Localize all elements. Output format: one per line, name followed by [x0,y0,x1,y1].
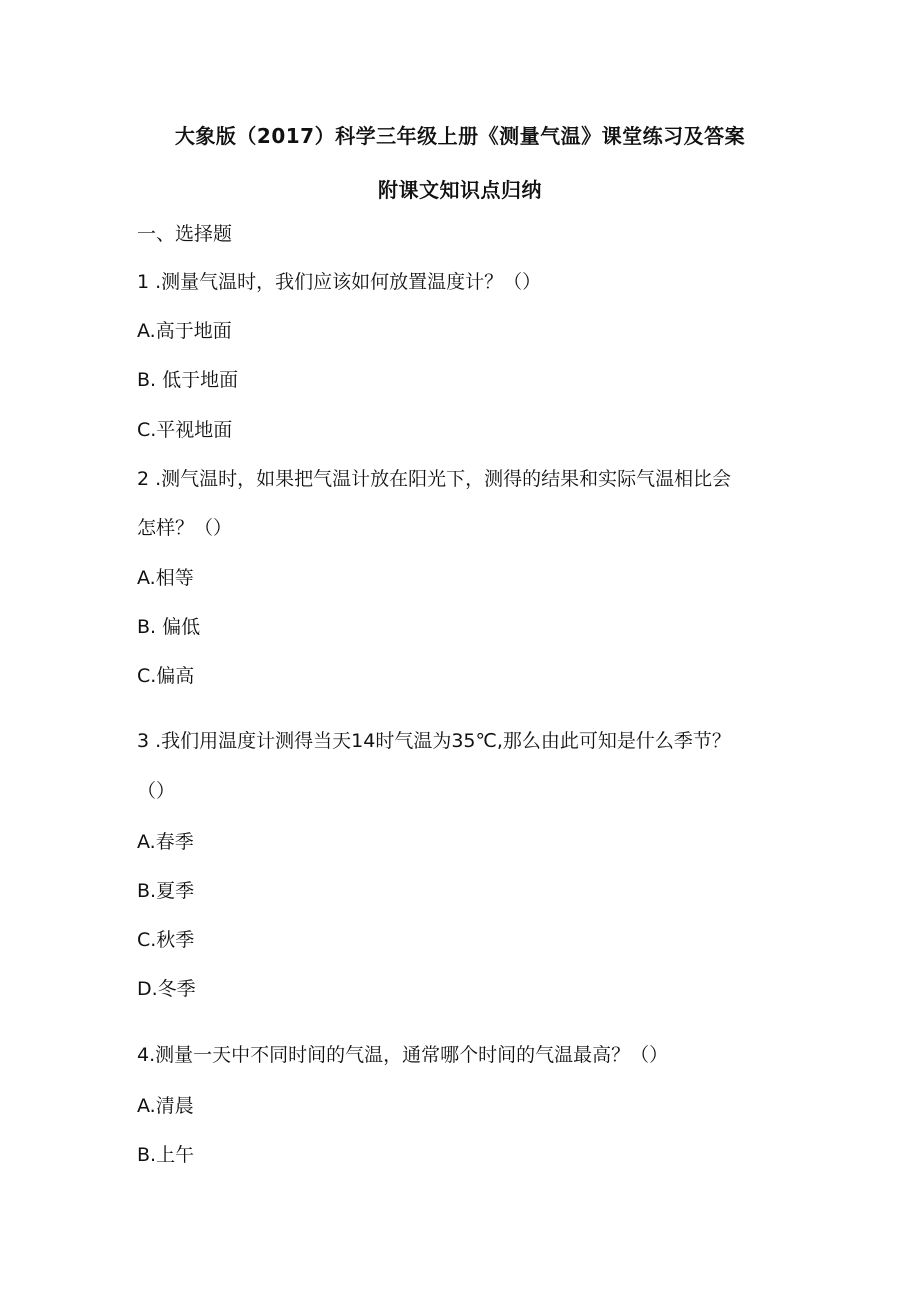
question-4-option-a: A.清晨 [137,1095,194,1117]
question-1-stem: 1 .测量气温时，我们应该如何放置温度计？（） [137,271,542,293]
question-3-stem-cont: （） [137,780,176,802]
document-title: 大象版（2017）科学三年级上册《测量气温》课堂练习及答案 [174,124,746,148]
question-4-stem: 4.测量一天中不同时间的气温，通常哪个时间的气温最高？（） [137,1044,669,1066]
question-1-option-b: B. 低于地面 [137,369,239,391]
question-3-option-a: A.春季 [137,831,194,853]
document-subtitle: 附课文知识点归纳 [378,178,542,202]
section-heading: 一、选择题 [137,223,233,245]
question-2-option-b: B. 偏低 [137,616,201,638]
question-3-option-b: B.夏季 [137,880,195,902]
question-2-stem-cont: 怎样？（） [137,517,233,539]
question-1-option-a: A.高于地面 [137,320,232,342]
question-2-stem: 2 .测气温时，如果把气温计放在阳光下，测得的结果和实际气温相比会 [137,468,732,490]
question-2-option-c: C.偏高 [137,665,195,687]
question-3-option-c: C.秋季 [137,929,195,951]
question-3-stem: 3 .我们用温度计测得当天14时气温为35℃,那么由此可知是什么季节？ [137,730,731,752]
question-4-option-b: B.上午 [137,1144,195,1166]
question-1-option-c: C.平视地面 [137,419,233,441]
question-2-option-a: A.相等 [137,567,194,589]
question-3-option-d: D.冬季 [137,978,196,1000]
